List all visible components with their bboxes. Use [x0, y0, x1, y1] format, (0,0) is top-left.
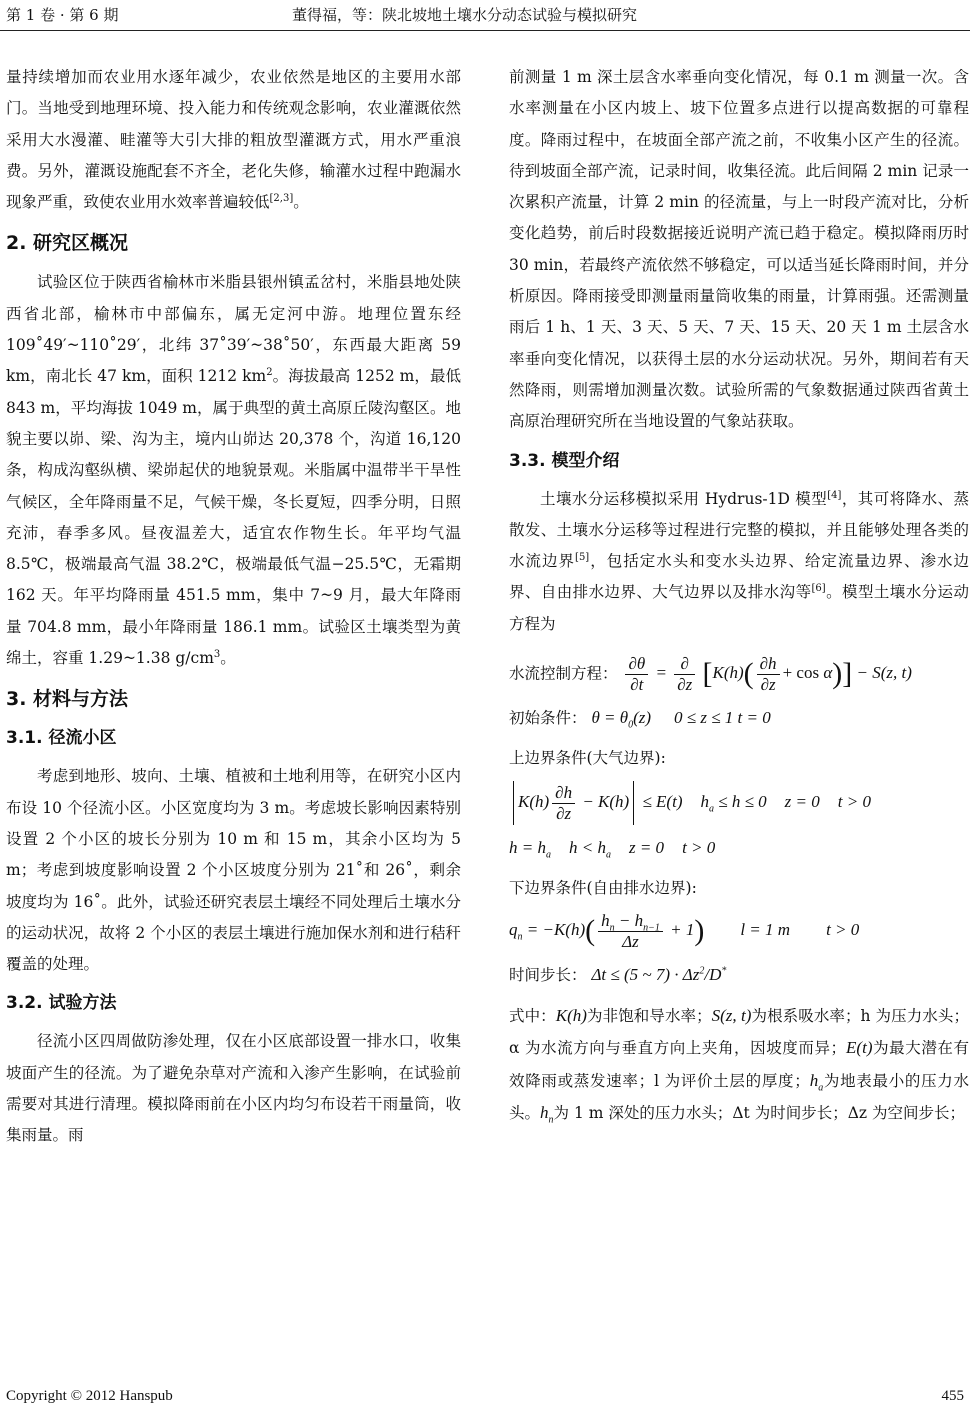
paragraph-model-intro: 土壤水分运移模拟采用 Hydrus-1D 模型[4]，其可将降水、蒸散发、土壤水分运移等过程进行完整的模拟，并且能够处理各类的水流边界[5]，包括定水头和变水头边界、给定流量边界、渗水边界、自由排水边界、大气边界以及排水沟等[6]。模型土壤水分运动方程为 — [509, 489, 969, 633]
citation-4[interactable]: [4] — [827, 489, 842, 501]
equation-time-step: 时间步长： Δt ≤ (5 ~ $7) \cdot \Delta z^2/D^*$ — [509, 965, 727, 985]
equation-upper-boundary: K(h) $\frac{\partial h}{\partial z}$ − K(h) ≤ E(t) $h_a \le h \le 0$ z = 0 t > 0 — [509, 781, 969, 825]
right-column — [509, 62, 969, 1129]
left-column — [6, 62, 461, 1152]
section-3-1-heading: 3.1. 径流小区 — [6, 728, 117, 749]
equation-upper-boundary-2: $h = h_a$ $h < h_a$ z = 0 t > 0 — [509, 838, 716, 861]
page-number: 455 — [941, 1388, 964, 1404]
paragraph-runoff-plots: 考虑到地形、坡向、土壤、植被和土地利用等，在研究小区内布设 10 个径流小区。小区宽度均为 3 m。考虑坡长影响因素特别设置 2 个小区的坡长分别为 10 m 和 15 m，其余小区均为 5 m；考虑到坡度影响设置 2 个小区坡度分别为 21˚和 26˚，剩余坡度均为 16˚。此外，试验还研究表层土壤经不同处理后土壤水分的运动状况，故将 2 个小区的表层土壤进行施加保水剂和进行秸秆覆盖的处理。 — [6, 767, 461, 974]
paragraph-test-method-continued: 前测量 1 m 深土层含水率垂向变化情况，每 0.1 m 测量一次。含水率测量在小区内坡上、坡下位置多点进行以提高数据的可靠程度。降雨过程中，在坡面全部产流之前，不收集小区产生的径流。待到坡面全部产流，记录时间，收集径流。此后间隔 2 min 记录一次累积产流量，计算 2 min 的径流量，与上一时段产流对比，分析变化趋势，前后时段数据接近说明产流已趋于稳定。模拟降雨历时 30 min，若最终产流依然不够稳定，可以适当延长降雨时间，并分析原因。降雨接受即测量雨量筒收集的雨量，计算雨强。还需测量雨后 1 h、1 天、3 天、5 天、7 天、15 天、20 天 1 m 土层含水率垂向变化情况，以获得土层的水分运动状况。另外，期间若有天然降雨，则需增加测量次数。试验所需的气象数据通过陕西省黄土高原治理研究所在当地设置的气象站获取。 — [509, 68, 969, 431]
section-3-3-heading: 3.3. 模型介绍 — [509, 450, 620, 471]
equation-lower-boundary: $q_n = -K(h)$( $\frac{h_n - h_{n-1}}{\Delta z}$ + 1) l = 1 m t > 0 — [509, 911, 860, 952]
paragraph-study-area: 试验区位于陕西省榆林市米脂县银州镇孟岔村，米脂县地处陕西省北部，榆林市中部偏东，属无定河中游。地理位置东经 109˚49′~110˚29′，北纬 37˚39′~38˚50′，东西最大距离 59 km，南北长 47 km，面积 1212 $km^2$。海拔最高 1252 m，最低 843 m，平均海拔 1049 m，属于典型的黄土高原丘陵沟壑区。地貌主要以峁、梁、沟为主，境内山峁达 20,378 个，沟道 16,120 条，构成沟壑纵横、梁峁起伏的地貌景观。米脂属中温带半干旱性气候区，全年降雨量不足，气候干燥，冬长夏短，四季分明，日照充沛，春季多风。昼夜温差大，适宜农作物生长。年平均气温 8.5℃，极端最高气温 38.2℃，极端最低气温−25.5℃，无霜期 162 天。年平均降雨量 451.5 mm，集中 7~9 月，最大年降雨量 704.8 mm，最小年降雨量 186.1 mm。试验区土壤类型为黄绵土，容重 1.29~1.38 $g/cm^3$。 — [6, 273, 462, 668]
page-footer — [6, 1388, 964, 1405]
citation-2-3[interactable]: [2,3] — [269, 193, 294, 205]
paragraph-variable-definitions: 式中：K(h)为非饱和导水率；S(z, t)为根系吸水率；h 为压力水头；α 为水流方向与垂直方向上夹角，因坡度而异；E(t)为最大潜在有效降雨或蒸发速率；l 为评价土层的厚度；$h_a$为地表最小的压力水头。$h_n$为 1 m 深处的压力水头；Δt 为时间步长；Δz 为空间步长； — [509, 1006, 969, 1126]
citation-6[interactable]: [6] — [811, 583, 826, 595]
copyright-notice: Copyright © 2012 Hanspub — [6, 1388, 173, 1404]
equation-upper-boundary-label: 上边界条件(大气边界): — [509, 749, 666, 768]
citation-5[interactable]: [5] — [575, 552, 590, 563]
section-2-heading: 2. 研究区概况 — [6, 232, 129, 255]
paragraph-intro: 量持续增加而农业用水逐年减少，农业依然是地区的主要用水部门。当地受到地理环境、投入能力和传统观念影响，农业灌溉依然采用大水漫灌、畦灌等大引大排的粗放型灌溉方式，用水严重浪费。另外，灌溉设施配套不齐全，老化失修，输灌水过程中跑漏水现象严重，致使农业用水效率普遍较低[2,3]。 — [6, 68, 461, 212]
equation-lower-boundary-label: 下边界条件(自由排水边界): — [509, 879, 697, 898]
equation-flow-control: 水流控制方程： $\frac{\partial\theta}{\partial t}$ = $\frac{\partial}{\partial z}$ [K(h)( $\frac{\partial h}{\partial z}$ + cos α)] − S(z, t) — [509, 654, 912, 695]
equation-initial-condition: 初始条件： $\theta = \theta_0(z) 0 \le z \le 1$ t = 0 — [509, 708, 771, 731]
section-3-2-heading: 3.2. 试验方法 — [6, 993, 117, 1014]
running-title: 董得福，等：陕北坡地土壤水分动态试验与模拟研究 — [292, 6, 638, 24]
section-3-heading: 3. 材料与方法 — [6, 688, 129, 711]
paragraph-test-method: 径流小区四周做防渗处理，仅在小区底部设置一排水口，收集坡面产生的径流。为了避免杂草对产流和入渗产生影响，在试验前需要对其进行清理。模拟降雨前在小区内均匀布设若干雨量筒，收集雨量。雨 — [6, 1032, 461, 1145]
journal-volume-issue: 第 1 卷 · 第 6 期 — [6, 6, 119, 24]
page-header — [0, 0, 970, 31]
